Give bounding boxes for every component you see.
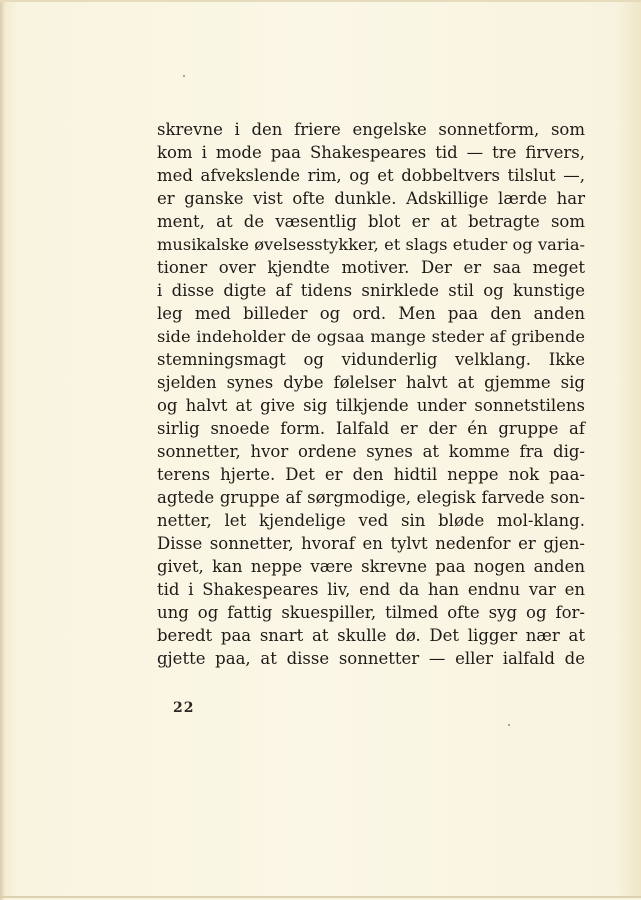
paper-speck <box>508 724 510 726</box>
text-line: stemningsmagt og vidunderlig velklang. Ikke <box>157 350 585 369</box>
text-line: og halvt at give sig tilkjende under sonnetstilens <box>157 396 585 415</box>
text-line: er ganske vist ofte dunkle. Adskillige lærde har <box>157 189 585 208</box>
paper-speck <box>183 75 185 77</box>
text-line: sirlig snoede form. Ialfald er der én gruppe af <box>157 419 585 438</box>
text-line: kom i mode paa Shakespeares tid — tre firvers, <box>157 143 585 162</box>
text-line: ung og fattig skuespiller, tilmed ofte syg og for- <box>157 603 585 622</box>
text-line: tid i Shakespeares liv, end da han endnu var en <box>157 580 585 599</box>
text-line: Disse sonnetter, hvoraf en tylvt nedenfor er gjen- <box>157 534 585 553</box>
text-line: i disse digte af tidens snirklede stil og kunstige <box>157 281 585 300</box>
text-line: med afvekslende rim, og et dobbeltvers tilslut —, <box>157 166 585 185</box>
body-text <box>157 118 585 670</box>
text-line: sjelden synes dybe følelser halvt at gjemme sig <box>157 373 585 392</box>
text-line: side indeholder de ogsaa mange steder af gribende <box>157 327 585 346</box>
text-line: givet, kan neppe være skrevne paa nogen anden <box>157 557 585 576</box>
text-line: leg med billeder og ord. Men paa den anden <box>157 304 585 323</box>
page-number: 22 <box>173 700 195 716</box>
text-line: musikalske øvelsesstykker, et slags etuder og varia- <box>157 235 585 254</box>
text-line: agtede gruppe af sørgmodige, elegisk farvede son- <box>157 488 585 507</box>
text-line: sonnetter, hvor ordene synes at komme fra dig- <box>157 442 585 461</box>
text-line: ment, at de væsentlig blot er at betragte som <box>157 212 585 231</box>
text-line: skrevne i den friere engelske sonnetform, som <box>157 120 585 139</box>
text-line: gjette paa, at disse sonnetter — eller ialfald de <box>157 649 585 668</box>
text-line: terens hjerte. Det er den hidtil neppe nok paa- <box>157 465 585 484</box>
text-line: beredt paa snart at skulle dø. Det ligger nær at <box>157 626 585 645</box>
text-line: tioner over kjendte motiver. Der er saa meget <box>157 258 585 277</box>
page-edge-shadow <box>0 2 5 900</box>
text-line: netter, let kjendelige ved sin bløde mol-klang. <box>157 511 585 530</box>
